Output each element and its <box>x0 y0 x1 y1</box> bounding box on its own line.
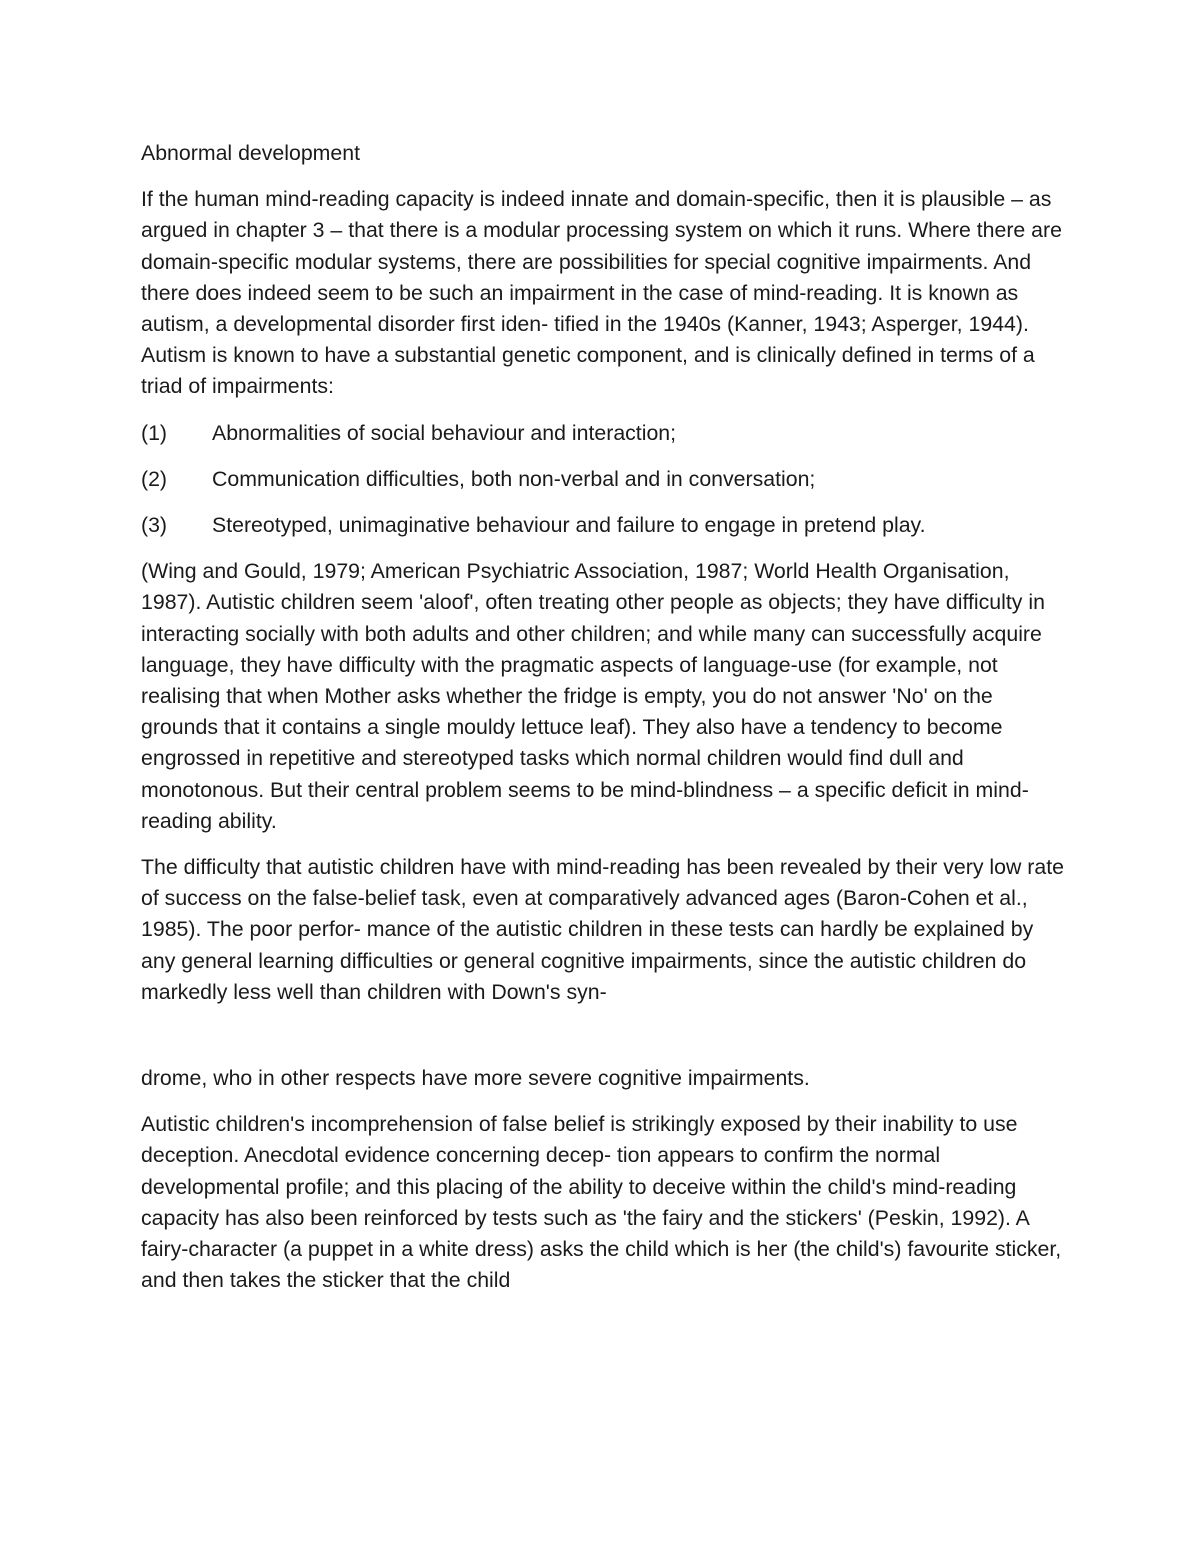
list-item-2 <box>141 464 1071 495</box>
list-text: Stereotyped, unimaginative behaviour and failure to engage in pretend play. <box>212 513 926 538</box>
paragraph-intro: If the human mind-reading capacity is indeed innate and domain-specific, then it is plausible – as argued in chapter 3 – that there is a modular processing system on which it runs. Where there are domain-specific modular systems, there are possibilities for special cognitive impairments. And there does indeed seem to be such an impairment in the case of mind-reading. It is known as autism, a developmental disorder first iden- tified in the 1940s (Kanner, 1943; Asperger, 1944). Autism is known to have a substantial genetic component, and is clinically defined in terms of a triad of impairments: <box>141 187 1062 399</box>
paragraph-citations: (Wing and Gould, 1979; American Psychiatric Association, 1987; World Health Organisation, 1987). Autistic children seem 'aloof', often treating other people as objects; they have difficulty in interacting socially with both adults and other children; and while many can successfully acquire language, they have difficulty with the pragmatic aspects of language-use (for example, not realising that when Mother asks whether the fridge is empty, you do not answer 'No' on the grounds that it contains a single mouldy lettuce leaf). They also have a tendency to become engrossed in repetitive and stereotyped tasks which normal children would find dull and monotonous. But their central problem seems to be mind-blindness – a specific deficit in mind-reading ability. <box>141 559 1045 833</box>
list-number: (1) <box>141 420 168 445</box>
list-item-3 <box>141 510 1071 541</box>
list-text: Abnormalities of social behaviour and interaction; <box>212 420 677 445</box>
page-break-gap <box>141 1023 1071 1063</box>
paragraph-deception: Autistic children's incomprehension of false belief is strikingly exposed by their inability to use deception. Anecdotal evidence concerning decep- tion appears to confirm the normal developmental profile; and this placing of the ability to deceive within the child's mind-reading capacity has also been reinforced by tests such as 'the fairy and the stickers' (Peskin, 1992). A fairy-character (a puppet in a white dress) asks the child which is her (the child's) favourite sticker, and then takes the sticker that the child <box>141 1112 1062 1293</box>
section-heading: Abnormal development <box>141 141 361 165</box>
list-text: Communication difficulties, both non-verbal and in conversation; <box>212 466 816 491</box>
list-number: (2) <box>141 466 168 491</box>
document-page <box>141 138 1071 1312</box>
paragraph-false-belief: The difficulty that autistic children have with mind-reading has been revealed by their very low rate of success on the false-belief task, even at comparatively advanced ages (Baron-Cohen et al., 1985). The poor perfor- mance of the autistic children in these tests can hardly be explained by any general learning difficulties or general cognitive impairments, since the autistic children do markedly less well than children with Down's syn- <box>141 855 1064 1004</box>
list-item-1 <box>141 418 1071 449</box>
list-number: (3) <box>141 513 168 538</box>
paragraph-continuation: drome, who in other respects have more severe cognitive impairments. <box>141 1066 810 1091</box>
